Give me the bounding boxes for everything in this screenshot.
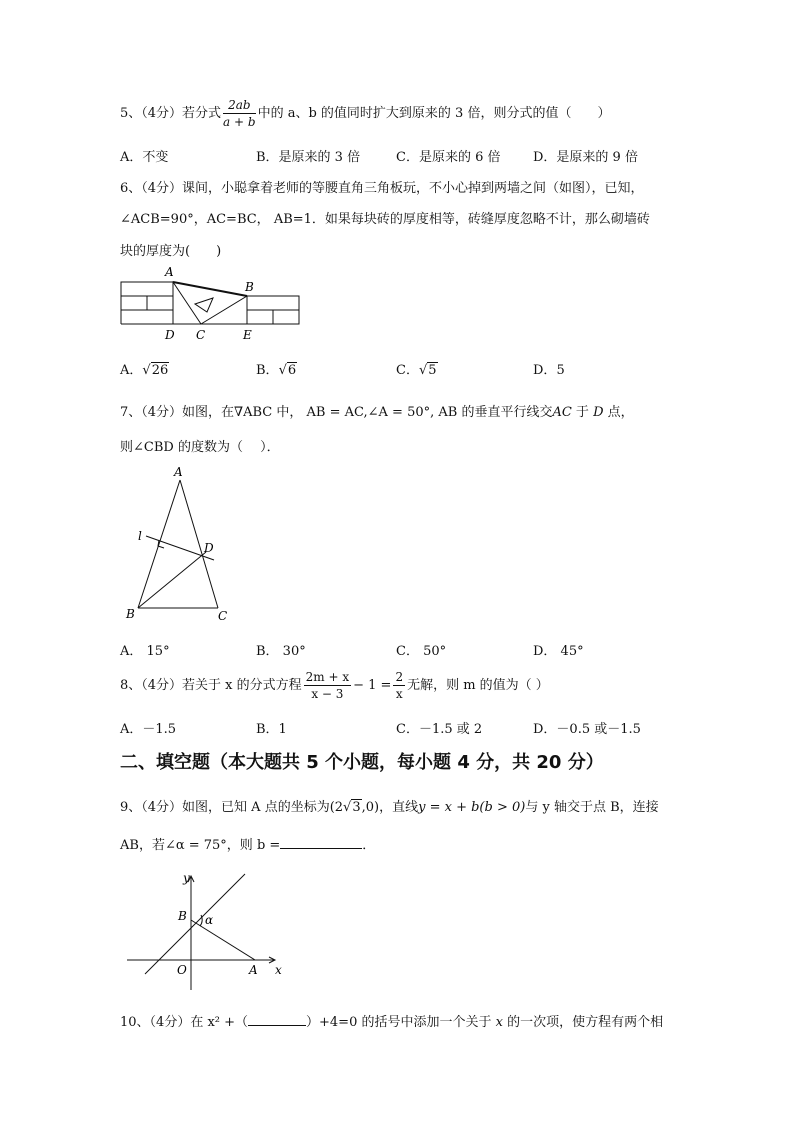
q7-label-l: l [138,529,142,543]
q9-label-o: O [177,963,187,977]
q7-option-b: B． 30° [256,644,306,659]
q5-frac-num: 2ab [223,98,256,114]
q9-line-2: AB，若∠α = 75°，则 b = ． [120,838,376,853]
q7-line-1: 7、（4分）如图，在∇ABC 中， AB = AC,∠A = 50°, AB 的垂直平行线交AC 于 D 点， [120,405,634,420]
q9-answer-blank[interactable] [280,836,362,849]
q5-fraction [223,98,256,129]
q9-label-x: x [275,963,282,977]
q6-triangle-hole [195,298,213,312]
q6-option-d: D．5 [533,363,565,378]
q5-frac-den: a + b [223,115,256,129]
q5-suffix: 中的 a、b 的值同时扩大到原来的 3 倍，则分式的值（ ） [257,106,611,121]
section-2-title: 二、填空题（本大题共 5 个小题，每小题 4 分，共 20 分） [120,752,604,773]
q9-label-y: y [183,871,190,885]
q5-option-d: D．是原来的 9 倍 [533,150,638,165]
sqrt-icon: √3 [343,800,361,815]
q9-line-1: 9、（4分）如图，已知 A 点的坐标为(2√3,0)，直线y = x + b(b > 0)与 y 轴交于点 B，连接 [120,800,659,815]
q8-fraction-2: $\frac{2}{x}$ [395,670,404,701]
q10-stem: 10、（4分）在 x² +（ ）+4=0 的括号中添加一个关于 x 的一次项，使方程有两个相 [120,1015,664,1030]
q7-label-b: B [126,607,135,621]
q8-option-d: D．－0.5 或－1.5 [533,722,641,737]
q10-answer-blank[interactable] [248,1013,306,1026]
q6-line-2: ∠ACB=90°，AC=BC， AB=1．如果每块砖的厚度相等，砖缝厚度忽略不计，那么砌墙砖 [120,212,650,227]
q6-figure [115,264,315,344]
q7-label-a: A [174,465,183,479]
q5-option-c: C．是原来的 6 倍 [396,150,501,165]
q7-option-d: D． 45° [533,644,584,659]
sqrt-icon: √6 [278,363,297,378]
q9-label-a: A [249,963,258,977]
q6-label-d: D [165,328,175,342]
q8-option-b: B．1 [256,722,287,737]
q6-line-3: 块的厚度为( ) [120,244,222,259]
q6-label-a: A [165,265,174,279]
q5-stem [120,98,610,129]
q7-option-c: C． 50° [396,644,447,659]
q9-line-y-eq-x-plus-b [145,874,245,974]
q6-label-c: C [196,328,206,342]
q9-figure [125,870,295,995]
q9-label-b: B [178,909,187,923]
q5-option-a: A．不变 [120,150,169,165]
q6-line-1: 6、（4分）课间，小聪拿着老师的等腰直角三角板玩，不小心掉到两墙之间（如图），已知， [120,181,644,196]
q8-option-c: C．－1.5 或 2 [396,722,483,737]
q6-label-e: E [243,328,252,342]
q8-fraction-1: $\frac{2m + x}{x - 3}$ [305,670,350,701]
q7-option-a: A． 15° [120,644,170,659]
q9-angle-arc [200,915,202,926]
q6-label-b: B [245,280,254,294]
sqrt-icon: √5 [418,363,437,378]
sqrt-icon: √26 [142,363,169,378]
q8-stem: 8、（4分）若关于 x 的分式方程 $\frac{2m + x}{x - 3}$ − 1 = $\frac{2}{x}$ 无解，则 m 的值为（ ） [120,670,549,701]
q6-brick-right-top [247,296,299,310]
q7-figure [122,462,242,622]
q7-label-d: D [204,541,214,555]
q9-label-alpha: α [205,913,214,927]
q5-prefix: 5、（4分）若分式 [120,106,222,121]
q7-line-2: 则∠CBD 的度数为（ ）． [120,440,280,455]
q6-option-a: A．√26 [120,363,169,378]
q7-label-c: C [218,609,228,623]
q6-option-c: C．√5 [396,363,437,378]
q5-option-b: B．是原来的 3 倍 [256,150,361,165]
q6-option-b: B．√6 [256,363,297,378]
q6-brick-left-top [121,282,173,296]
q8-option-a: A．－1.5 [120,722,177,737]
